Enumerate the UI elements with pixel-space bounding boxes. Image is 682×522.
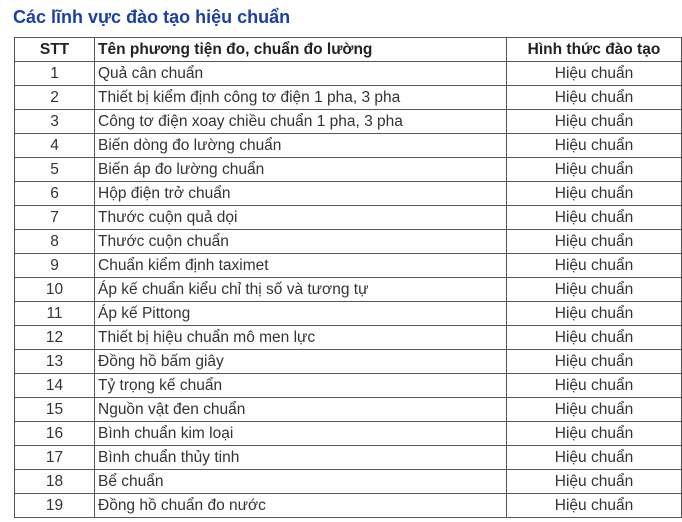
cell-stt: 14: [15, 374, 95, 398]
cell-training-form: Hiệu chuẩn: [507, 302, 682, 326]
training-fields-table: [14, 37, 682, 518]
cell-stt: 2: [15, 86, 95, 110]
table-header-row: [15, 38, 682, 62]
cell-stt: 10: [15, 278, 95, 302]
table-row: [15, 494, 682, 518]
cell-stt: 12: [15, 326, 95, 350]
cell-training-form: Hiệu chuẩn: [507, 326, 682, 350]
cell-training-form: Hiệu chuẩn: [507, 374, 682, 398]
header-name: Tên phương tiện đo, chuẩn đo lường: [95, 38, 507, 62]
table-row: [15, 446, 682, 470]
cell-name: Thước cuộn chuẩn: [95, 230, 507, 254]
cell-stt: 3: [15, 110, 95, 134]
cell-training-form: Hiệu chuẩn: [507, 446, 682, 470]
cell-training-form: Hiệu chuẩn: [507, 110, 682, 134]
cell-training-form: Hiệu chuẩn: [507, 398, 682, 422]
cell-training-form: Hiệu chuẩn: [507, 470, 682, 494]
cell-stt: 4: [15, 134, 95, 158]
table-row: [15, 230, 682, 254]
cell-stt: 17: [15, 446, 95, 470]
cell-name: Tỷ trọng kế chuẩn: [95, 374, 507, 398]
table-row: [15, 350, 682, 374]
cell-name: Công tơ điện xoay chiều chuẩn 1 pha, 3 pha: [95, 110, 507, 134]
cell-training-form: Hiệu chuẩn: [507, 62, 682, 86]
cell-stt: 11: [15, 302, 95, 326]
cell-name: Thiết bị hiệu chuẩn mô men lực: [95, 326, 507, 350]
cell-training-form: Hiệu chuẩn: [507, 134, 682, 158]
cell-training-form: Hiệu chuẩn: [507, 158, 682, 182]
cell-training-form: Hiệu chuẩn: [507, 278, 682, 302]
cell-name: Đồng hồ bấm giây: [95, 350, 507, 374]
cell-stt: 19: [15, 494, 95, 518]
cell-training-form: Hiệu chuẩn: [507, 230, 682, 254]
cell-name: Áp kế Pittong: [95, 302, 507, 326]
table-row: [15, 302, 682, 326]
cell-training-form: Hiệu chuẩn: [507, 86, 682, 110]
cell-stt: 7: [15, 206, 95, 230]
cell-name: Hộp điện trở chuẩn: [95, 182, 507, 206]
cell-name: Thước cuộn quả dọi: [95, 206, 507, 230]
cell-name: Áp kế chuẩn kiểu chỉ thị số và tương tự: [95, 278, 507, 302]
table-row: [15, 422, 682, 446]
cell-name: Biến dòng đo lường chuẩn: [95, 134, 507, 158]
table-row: [15, 158, 682, 182]
table-row: [15, 110, 682, 134]
cell-name: Bình chuẩn kim loại: [95, 422, 507, 446]
table-row: [15, 182, 682, 206]
table-row: [15, 134, 682, 158]
cell-stt: 18: [15, 470, 95, 494]
cell-stt: 15: [15, 398, 95, 422]
cell-name: Bể chuẩn: [95, 470, 507, 494]
cell-stt: 5: [15, 158, 95, 182]
table-row: [15, 470, 682, 494]
header-training-form: Hình thức đào tạo: [507, 38, 682, 62]
header-stt: STT: [15, 38, 95, 62]
page-title: Các lĩnh vực đào tạo hiệu chuẩn: [13, 7, 291, 27]
cell-name: Quả cân chuẩn: [95, 62, 507, 86]
cell-training-form: Hiệu chuẩn: [507, 206, 682, 230]
cell-training-form: Hiệu chuẩn: [507, 422, 682, 446]
cell-stt: 16: [15, 422, 95, 446]
cell-training-form: Hiệu chuẩn: [507, 254, 682, 278]
table-row: [15, 62, 682, 86]
table-row: [15, 398, 682, 422]
cell-training-form: Hiệu chuẩn: [507, 182, 682, 206]
cell-name: Thiết bị kiểm định công tơ điện 1 pha, 3 pha: [95, 86, 507, 110]
cell-stt: 13: [15, 350, 95, 374]
cell-training-form: Hiệu chuẩn: [507, 494, 682, 518]
cell-stt: 6: [15, 182, 95, 206]
table-row: [15, 206, 682, 230]
table-row: [15, 86, 682, 110]
table-row: [15, 326, 682, 350]
cell-name: Nguồn vật đen chuẩn: [95, 398, 507, 422]
cell-stt: 9: [15, 254, 95, 278]
table-body: [15, 62, 682, 518]
cell-stt: 8: [15, 230, 95, 254]
table-row: [15, 254, 682, 278]
cell-name: Bình chuẩn thủy tinh: [95, 446, 507, 470]
cell-name: Biến áp đo lường chuẩn: [95, 158, 507, 182]
table-row: [15, 278, 682, 302]
cell-name: Chuẩn kiểm định taximet: [95, 254, 507, 278]
cell-name: Đồng hồ chuẩn đo nước: [95, 494, 507, 518]
table-row: [15, 374, 682, 398]
cell-stt: 1: [15, 62, 95, 86]
cell-training-form: Hiệu chuẩn: [507, 350, 682, 374]
